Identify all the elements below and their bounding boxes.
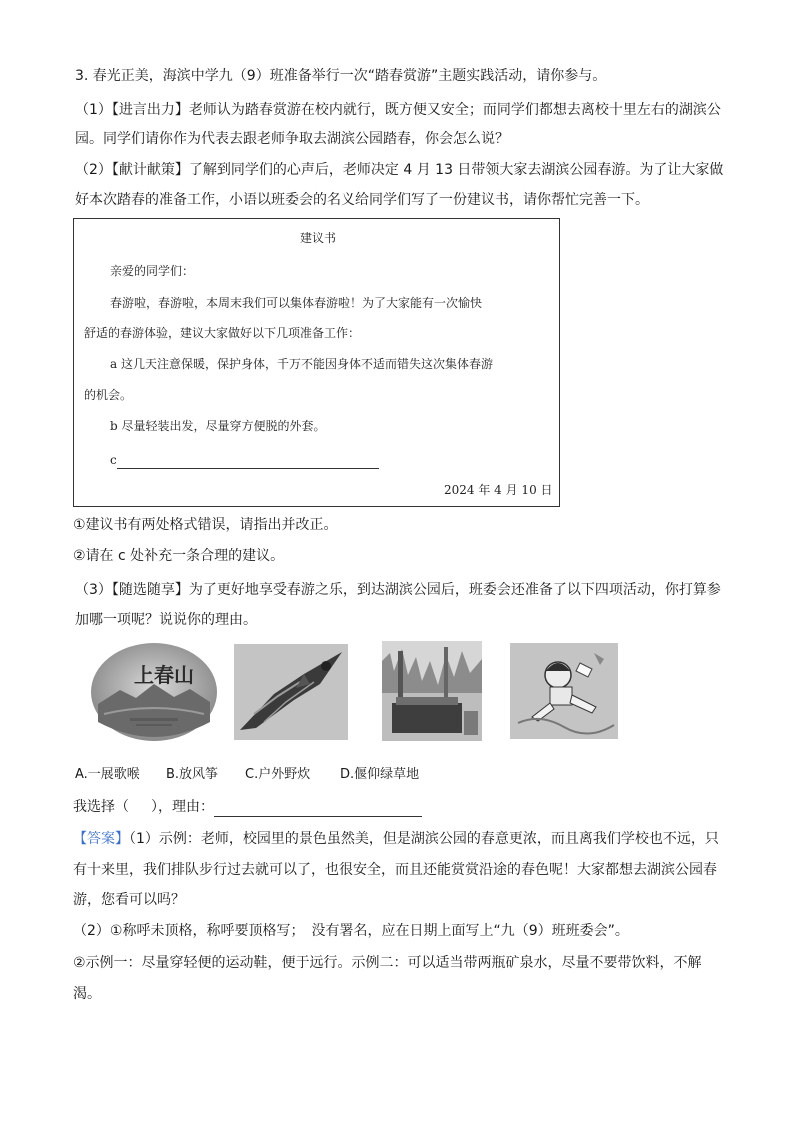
- letter-date: 2024 年 4 月 10 日: [444, 483, 553, 497]
- choice-reason-label: ），理由：: [151, 799, 214, 815]
- letter-item-c: [110, 451, 379, 469]
- proposal-letter-box: [73, 218, 560, 507]
- answer-tag: 【答案】: [73, 831, 129, 847]
- option-d: D.偃仰绿草地: [340, 767, 420, 782]
- outdoor-picnic-icon: [382, 641, 482, 741]
- option-a: A.一展歌喉: [75, 767, 140, 782]
- answer-line1: [73, 829, 719, 849]
- choice-prefix: 我选择（: [73, 799, 129, 815]
- letter-item-c-label: c: [110, 453, 117, 467]
- answer-2-line2: ②示例一：尽量穿轻便的运动鞋，便于远行。示例二：可以适当带两瓶矿泉水，尽量不要带饮料，不解: [73, 955, 702, 971]
- reason-blank[interactable]: [214, 800, 422, 817]
- letter-title: 建议书: [300, 231, 337, 245]
- kite-icon: [234, 644, 348, 740]
- spring-mountain-poster-icon: [90, 642, 218, 742]
- poster-title-text: 上春山: [134, 663, 194, 687]
- answer-2-line3: 渴。: [73, 986, 101, 1002]
- question-intro: 3. 春光正美，海滨中学九（9）班准备举行一次“踏春赏游”主题实践活动，请你参与。: [75, 68, 607, 84]
- sub-question-2: ②请在 c 处补充一条合理的建议。: [73, 548, 285, 564]
- part2-prompt-line1: （2）【献计献策】了解到同学们的心声后，老师决定 4 月 13 日带领大家去湖滨公园春游。为了让大家做: [75, 162, 724, 178]
- sub-question-1: ①建议书有两处格式错误，请指出并改正。: [73, 517, 338, 533]
- option-c: C.户外野炊: [245, 767, 311, 782]
- part1-prompt-line1: （1）【进言出力】老师认为踏春赏游在校内就行，既方便又安全；而同学们都想去离校十里左右的湖滨公: [75, 102, 721, 118]
- letter-greeting: 亲爱的同学们：: [110, 264, 195, 278]
- part1-prompt-line2: 园。同学们请你作为代表去跟老师争取去湖滨公园踏春，你会怎么说？: [75, 131, 509, 147]
- option-b: B.放风筝: [166, 767, 219, 782]
- letter-item-c-blank[interactable]: [117, 454, 379, 469]
- choice-line: [73, 797, 422, 817]
- part3-prompt-line1: （3）【随选随享】为了更好地享受春游之乐，到达湖滨公园后，班委会还准备了以下四项活动，你打算参: [75, 582, 721, 598]
- answer-2-line1: （2）①称呼未顶格，称呼要顶格写； 没有署名，应在日期上面写上“九（9）班班委会”。: [73, 923, 629, 939]
- part2-prompt-line2: 好本次踏春的准备工作，小语以班委会的名义给同学们写了一份建议书，请你帮忙完善一下。: [75, 192, 649, 208]
- letter-item-a-line1: a 这几天注意保暖，保护身体，千万不能因身体不适而错失这次集体春游: [110, 357, 493, 371]
- answer-1-line3: 游，您看可以吗？: [73, 892, 185, 908]
- answer-1-text: （1）示例：老师，校园里的景色虽然美，但是湖滨公园的春意更浓，而且离我们学校也不远，只: [129, 831, 719, 847]
- lying-on-grass-icon: [510, 643, 618, 739]
- letter-body-line1: 春游啦，春游啦，本周末我们可以集体春游啦！为了大家能有一次愉快: [110, 296, 483, 310]
- letter-body-line2: 舒适的春游体验，建议大家做好以下几项准备工作：: [84, 326, 361, 340]
- part3-prompt-line2: 加哪一项呢？说说你的理由。: [75, 612, 257, 628]
- letter-item-b: b 尽量轻装出发，尽量穿方便脱的外套。: [110, 419, 326, 433]
- letter-item-a-line2: 的机会。: [84, 388, 133, 402]
- answer-1-line2: 有十来里，我们排队步行过去就可以了，也很安全，而且还能赏赏沿途的春色呢！大家都想去湖滨公园春: [73, 862, 717, 878]
